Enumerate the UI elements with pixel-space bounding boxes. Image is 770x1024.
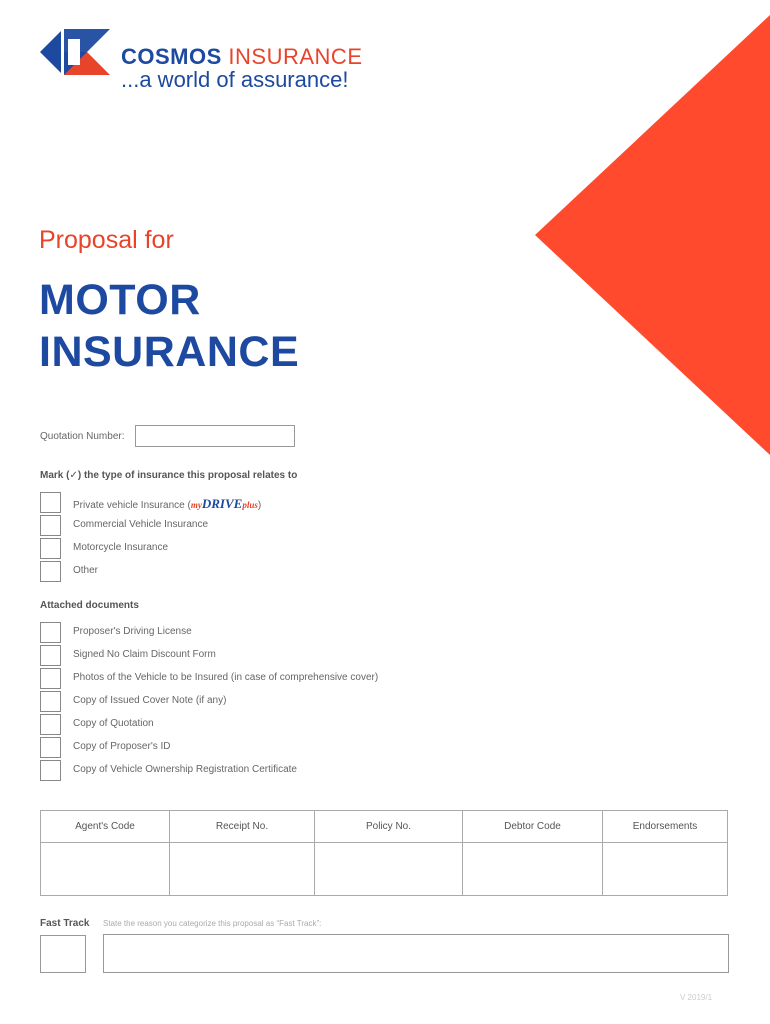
endorsements-cell[interactable] [603, 843, 728, 896]
document-label: Photos of the Vehicle to be Insured (in case of comprehensive cover) [73, 672, 379, 683]
quotation-number-label: Quotation Number: [40, 431, 125, 442]
document-label: Signed No Claim Discount Form [73, 649, 216, 660]
agents-code-header: Agent's Code [41, 811, 170, 843]
receipt-no-cell[interactable] [170, 843, 315, 896]
private-vehicle-checkbox[interactable] [40, 492, 61, 513]
ncd-form-checkbox[interactable] [40, 645, 61, 666]
office-table-value-row [41, 843, 728, 896]
brand-name-light: INSURANCE [228, 44, 363, 69]
document-label: Copy of Vehicle Ownership Registration Certificate [73, 764, 297, 775]
private-vehicle-label: Private vehicle Insurance (myDRIVEplus) [73, 496, 262, 511]
mydriveplus-brand: myDRIVEplus [190, 496, 258, 511]
proposer-id-checkbox[interactable] [40, 737, 61, 758]
decorative-triangle [535, 15, 770, 455]
receipt-no-header: Receipt No. [170, 811, 315, 843]
fast-track-reason-field[interactable] [103, 934, 729, 973]
policy-no-cell[interactable] [315, 843, 463, 896]
brand-tagline: ...a world of assurance! [121, 67, 349, 92]
ownership-certificate-checkbox[interactable] [40, 760, 61, 781]
other-label: Other [73, 565, 99, 576]
fast-track-label: Fast Track [40, 918, 90, 929]
office-table-header-row [41, 811, 728, 843]
commercial-vehicle-checkbox[interactable] [40, 515, 61, 536]
debtor-code-cell[interactable] [463, 843, 603, 896]
motorcycle-label: Motorcycle Insurance [73, 542, 169, 553]
version-label: V 2019/1 [680, 993, 713, 1002]
quotation-copy-checkbox[interactable] [40, 714, 61, 735]
insurance-type-heading: Mark (✓) the type of insurance this proposal relates to [40, 470, 298, 481]
quotation-number-field[interactable] [135, 425, 295, 447]
policy-no-header: Policy No. [315, 811, 463, 843]
document-label: Proposer's Driving License [73, 626, 192, 637]
document-label: Copy of Quotation [73, 718, 154, 729]
title-line-1: MOTOR [39, 276, 201, 324]
brand-name-bold: COSMOS [121, 44, 222, 69]
other-checkbox[interactable] [40, 561, 61, 582]
attached-documents-heading: Attached documents [40, 600, 139, 611]
document-label: Copy of Issued Cover Note (if any) [73, 695, 227, 706]
fast-track-hint: State the reason you categorize this proposal as “Fast Track”: [103, 919, 322, 928]
fast-track-checkbox[interactable] [40, 935, 86, 973]
vehicle-photos-checkbox[interactable] [40, 668, 61, 689]
cover-note-checkbox[interactable] [40, 691, 61, 712]
commercial-vehicle-label: Commercial Vehicle Insurance [73, 519, 209, 530]
debtor-code-header: Debtor Code [463, 811, 603, 843]
motorcycle-checkbox[interactable] [40, 538, 61, 559]
driving-license-checkbox[interactable] [40, 622, 61, 643]
title-prefix: Proposal for [39, 226, 174, 254]
title-line-2: INSURANCE [39, 328, 300, 376]
document-label: Copy of Proposer's ID [73, 741, 171, 752]
cosmos-logo-icon [40, 27, 110, 77]
agents-code-cell[interactable] [41, 843, 170, 896]
office-use-table [40, 810, 728, 896]
endorsements-header: Endorsements [603, 811, 728, 843]
